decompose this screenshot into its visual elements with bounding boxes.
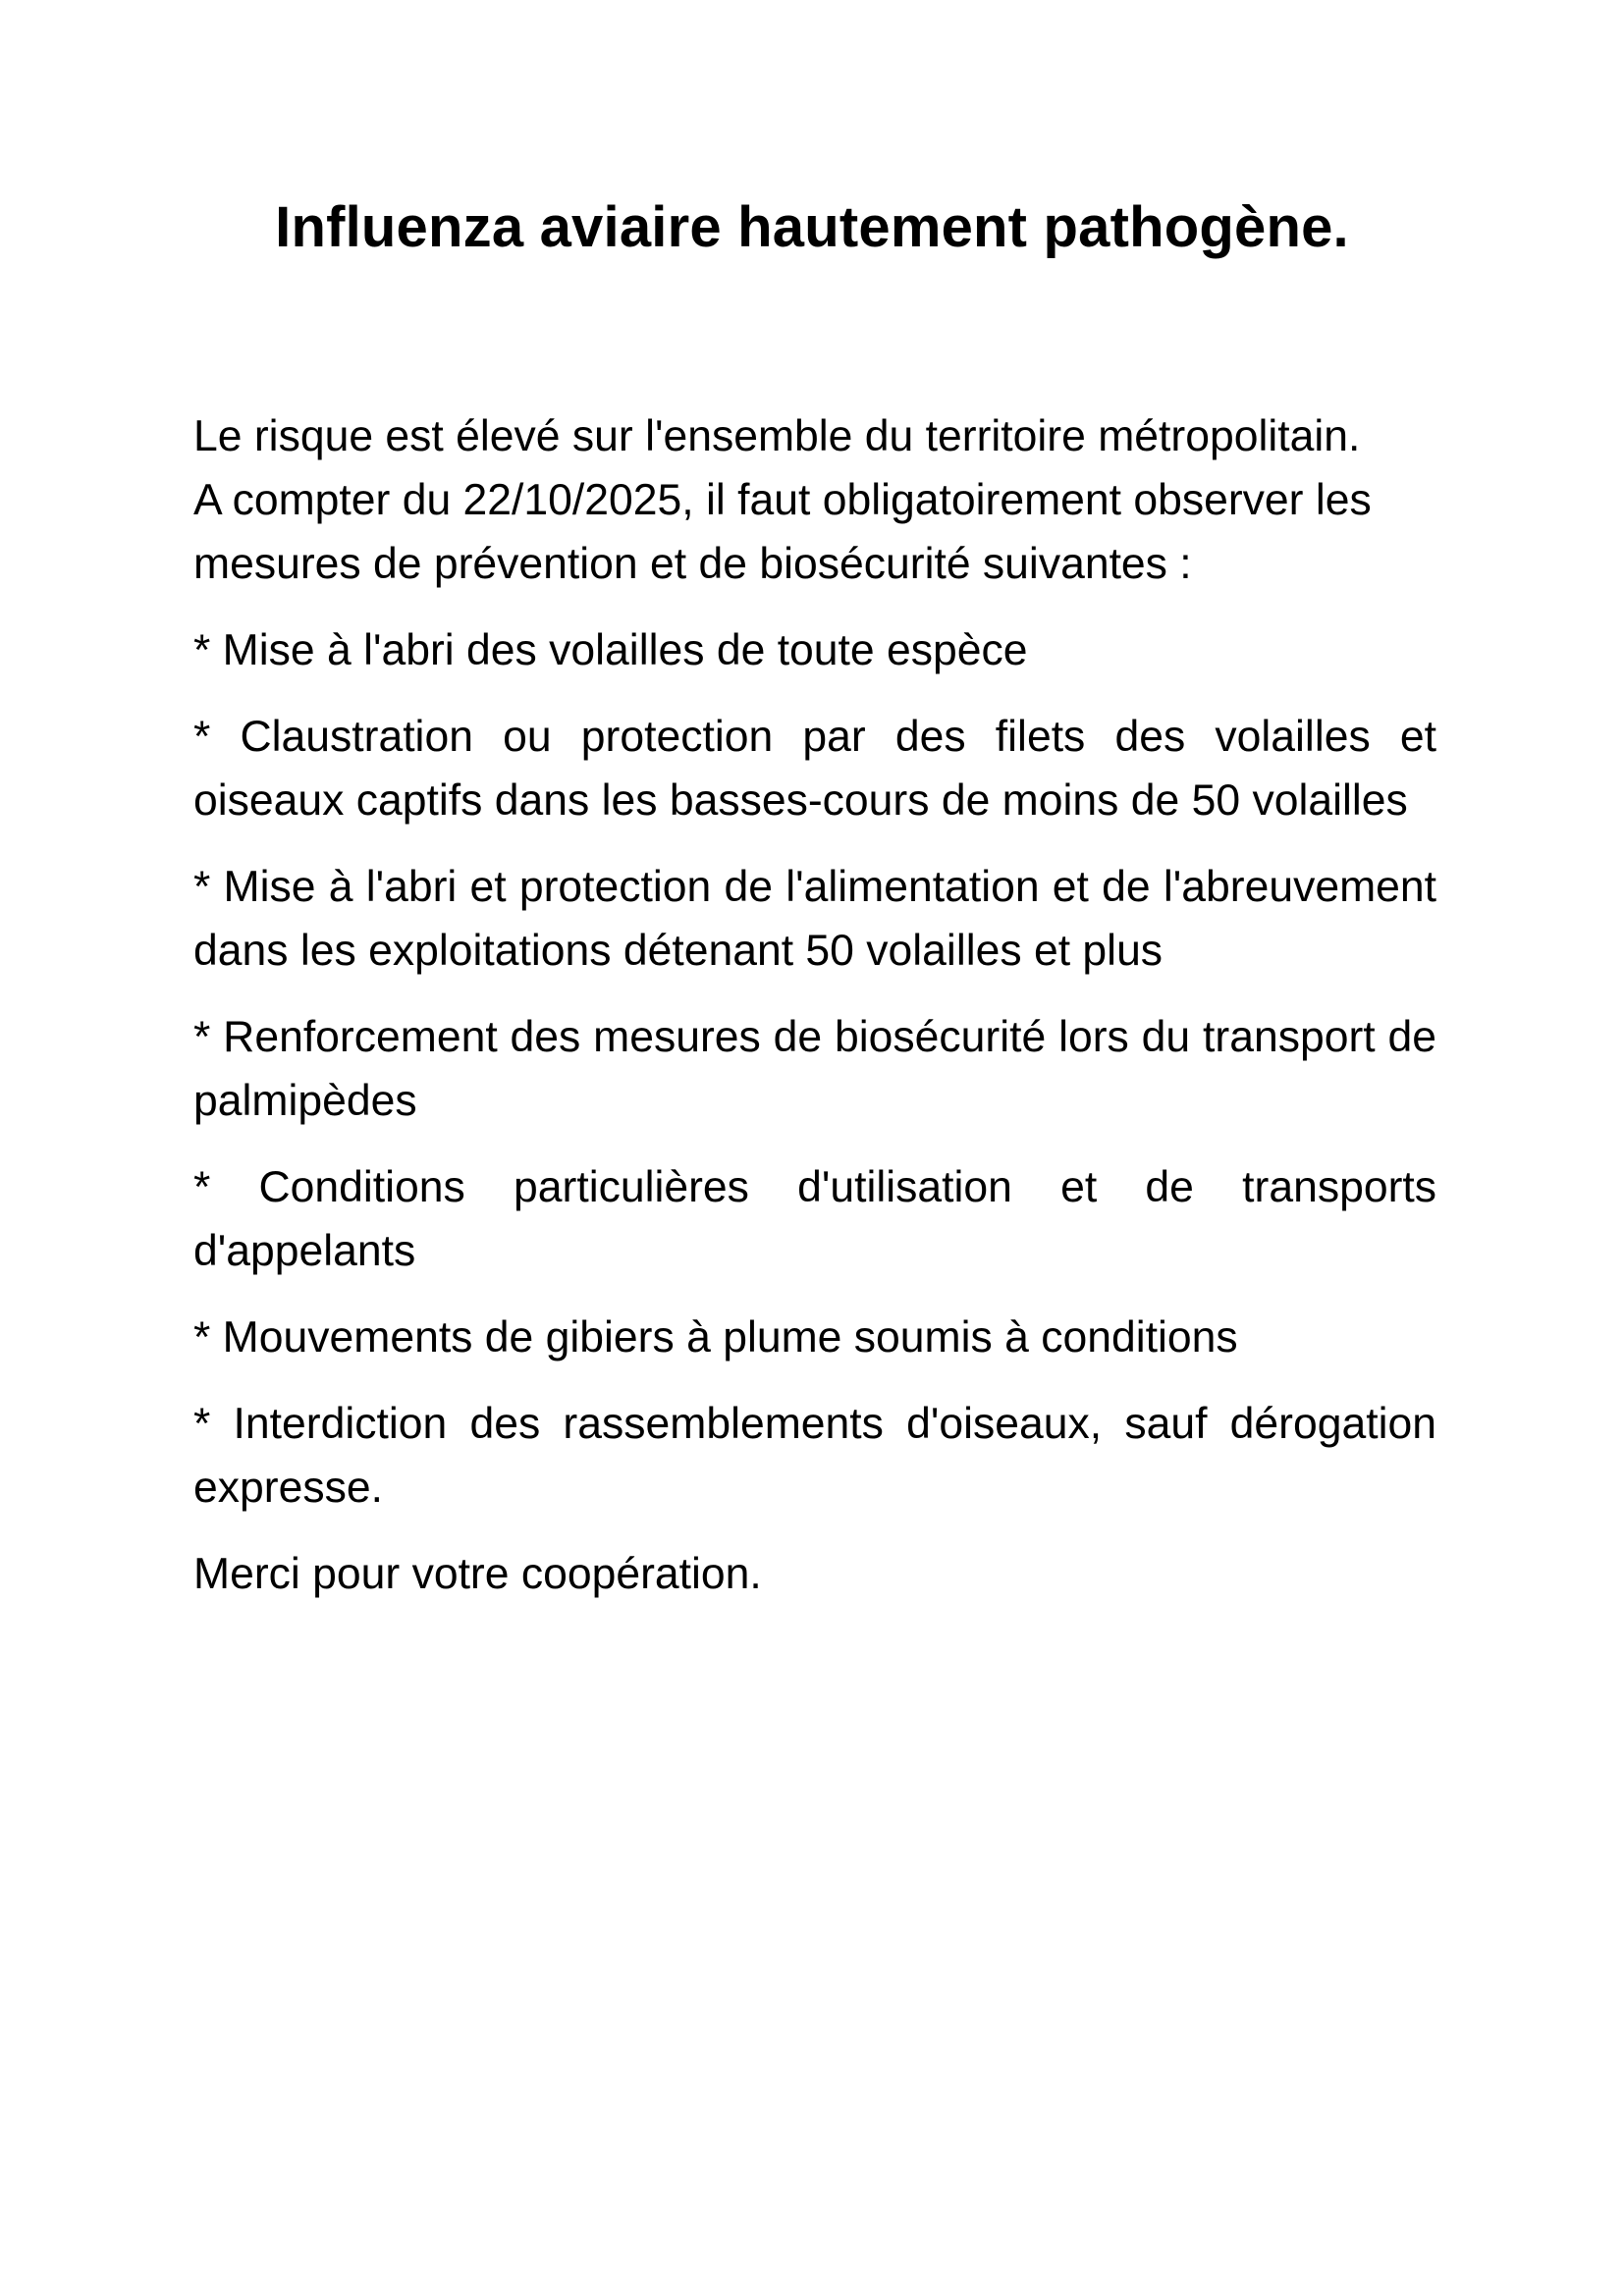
measure-item: * Mise à l'abri et protection de l'alimentation et de l'abreuvement dans les exploitations détenant 50 volailles et plus bbox=[193, 863, 1436, 975]
measure-item: * Conditions particulières d'utilisation et de transports d'appelants bbox=[193, 1163, 1436, 1275]
intro-line: mesures de prévention et de biosécurité suivantes : bbox=[193, 540, 1192, 588]
document-title: Influenza aviaire hautement pathogène. bbox=[275, 195, 1349, 259]
measure-item: * Mouvements de gibiers à plume soumis à conditions bbox=[193, 1313, 1238, 1362]
measure-item: * Renforcement des mesures de biosécurité lors du transport de palmipèdes bbox=[193, 1013, 1436, 1125]
closing-text: Merci pour votre coopération. bbox=[193, 1550, 762, 1598]
document-body bbox=[193, 404, 1436, 1606]
measure-item: * Interdiction des rassemblements d'oiseaux, sauf dérogation expresse. bbox=[193, 1400, 1436, 1512]
intro-line: A compter du 22/10/2025, il faut obligatoirement observer les bbox=[193, 476, 1372, 524]
intro-paragraph bbox=[193, 404, 1436, 596]
measure-item: * Claustration ou protection par des filets des volailles et oiseaux captifs dans les basses-cours de moins de 50 volailles bbox=[193, 713, 1436, 825]
intro-line: Le risque est élevé sur l'ensemble du territoire métropolitain. bbox=[193, 412, 1361, 460]
measure-item: * Mise à l'abri des volailles de toute espèce bbox=[193, 626, 1028, 674]
